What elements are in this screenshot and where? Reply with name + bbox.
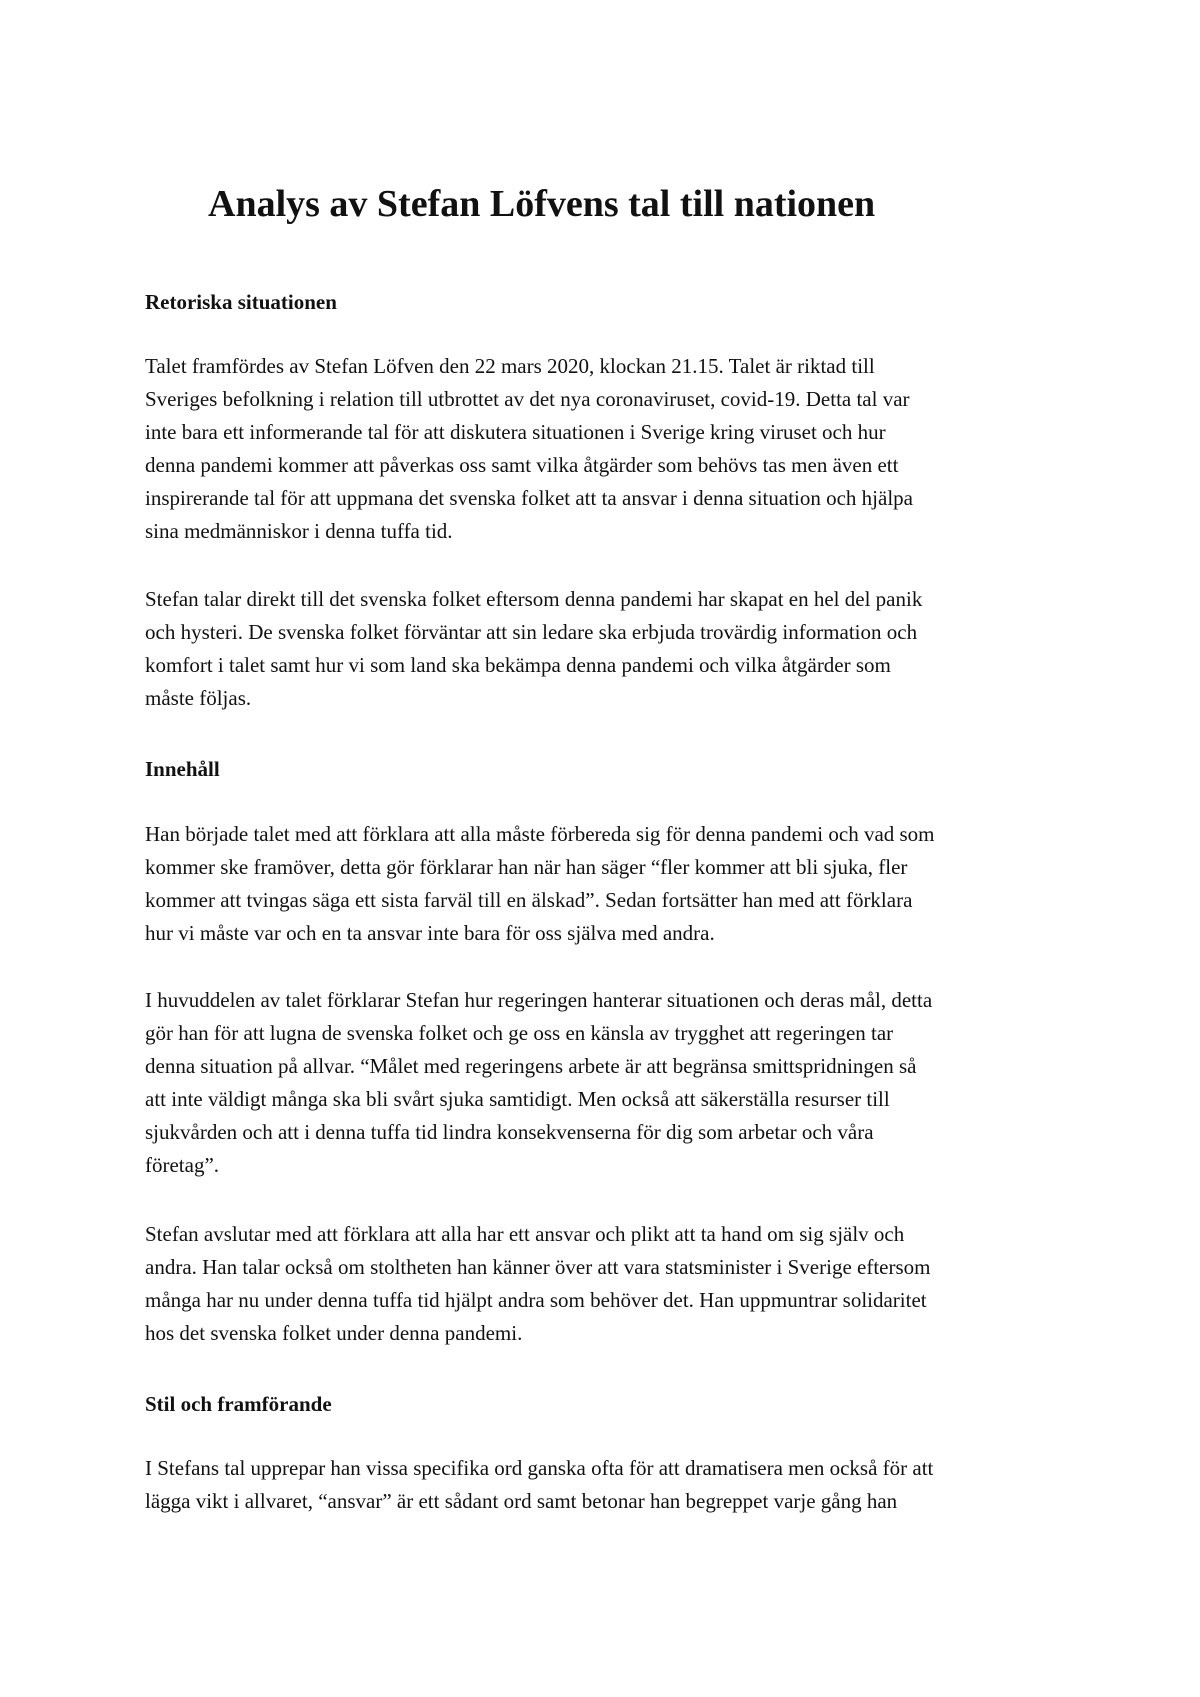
text-line: att inte väldigt många ska bli svårt sjuka samtidigt. Men också att säkerställa resurser till <box>145 1087 890 1111</box>
text-line: måste följas. <box>145 686 252 710</box>
text-line: denna pandemi kommer att påverkas oss samt vilka åtgärder som behövs tas men även ett <box>145 453 899 477</box>
text-line: sjukvården och att i denna tuffa tid lindra konsekvenserna för dig som arbetar och våra <box>145 1120 874 1144</box>
text-line: inspirerande tal för att uppmana det svenska folket att ta ansvar i denna situation och hjälpa <box>145 486 913 510</box>
document-title: Analys av Stefan Löfvens tal till nationen <box>208 183 876 225</box>
text-line: inte bara ett informerande tal för att diskutera situationen i Sverige kring viruset och hur <box>145 420 886 444</box>
paragraph-innehall-3 <box>145 1218 1060 1350</box>
paragraph-retoriska-1 <box>145 350 1060 548</box>
text-line: Stefan avslutar med att förklara att alla har ett ansvar och plikt att ta hand om sig själv och <box>145 1222 905 1246</box>
paragraph-stil-1 <box>145 1452 1060 1518</box>
text-line: Stefan talar direkt till det svenska folket eftersom denna pandemi har skapat en hel del panik <box>145 587 923 611</box>
text-line: hur vi måste var och en ta ansvar inte bara för oss själva med andra. <box>145 921 715 945</box>
text-line: kommer att tvingas säga ett sista farväl till en älskad”. Sedan fortsätter han med att förklara <box>145 888 913 912</box>
text-line: hos det svenska folket under denna pandemi. <box>145 1321 523 1345</box>
text-line: lägga vikt i allvaret, “ansvar” är ett sådant ord samt betonar han begreppet varje gång han <box>145 1489 898 1513</box>
text-line: kommer ske framöver, detta gör förklarar han när han säger “fler kommer att bli sjuka, fler <box>145 855 908 879</box>
paragraph-innehall-1 <box>145 818 1060 950</box>
text-line: Talet framfördes av Stefan Löfven den 22 mars 2020, klockan 21.15. Talet är riktad till <box>145 354 875 378</box>
text-line: I Stefans tal upprepar han vissa specifika ord ganska ofta för att dramatisera men också för att <box>145 1456 934 1480</box>
text-line: gör han för att lugna de svenska folket och ge oss en känsla av trygghet att regeringen tar <box>145 1021 894 1045</box>
section-heading-stil-och-framforande: Stil och framförande <box>145 1392 332 1416</box>
text-line: Han började talet med att förklara att alla måste förbereda sig för denna pandemi och vad som <box>145 822 935 846</box>
section-heading-retoriska-situationen: Retoriska situationen <box>145 290 337 314</box>
text-line: och hysteri. De svenska folket förväntar att sin ledare ska erbjuda trovärdig information och <box>145 620 918 644</box>
text-line: Sveriges befolkning i relation till utbrottet av det nya coronaviruset, covid-19. Detta tal var <box>145 387 910 411</box>
text-line: sina medmänniskor i denna tuffa tid. <box>145 519 453 543</box>
section-heading-innehall: Innehåll <box>145 757 220 781</box>
text-line: företag”. <box>145 1153 220 1177</box>
paragraph-innehall-2 <box>145 984 1060 1182</box>
text-line: komfort i talet samt hur vi som land ska bekämpa denna pandemi och vilka åtgärder som <box>145 653 891 677</box>
text-line: I huvuddelen av talet förklarar Stefan hur regeringen hanterar situationen och deras mål, detta <box>145 988 933 1012</box>
text-line: många har nu under denna tuffa tid hjälpt andra som behöver det. Han uppmuntrar solidaritet <box>145 1288 927 1312</box>
text-line: andra. Han talar också om stoltheten han känner över att vara statsminister i Sverige eftersom <box>145 1255 931 1279</box>
paragraph-retoriska-2 <box>145 583 1060 715</box>
text-line: denna situation på allvar. “Målet med regeringens arbete är att begränsa smittspridningen så <box>145 1054 917 1078</box>
